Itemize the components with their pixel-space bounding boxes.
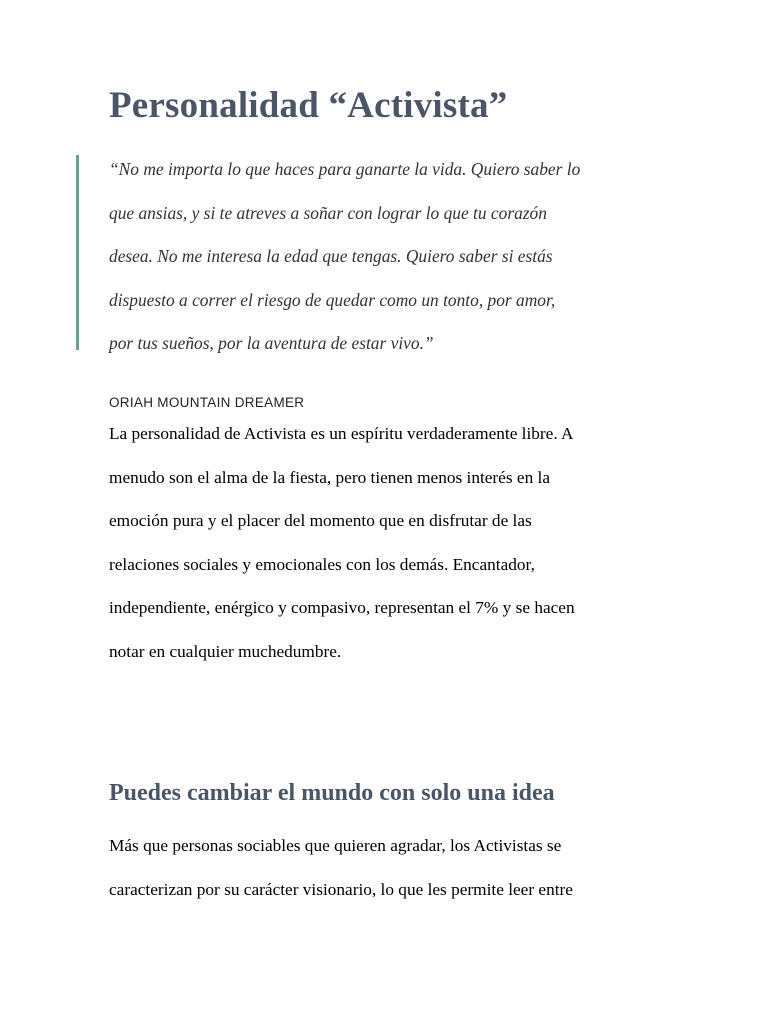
paragraph-line: emoción pura y el placer del momento que en disfrutar de las (109, 511, 532, 530)
section-heading: Puedes cambiar el mundo con solo una idea (109, 780, 555, 806)
quote-line: por tus sueños, por la aventura de estar vivo.” (109, 333, 434, 353)
quote-author: ORIAH MOUNTAIN DREAMER (109, 395, 305, 410)
paragraph-line: menudo son el alma de la fiesta, pero tienen menos interés en la (109, 467, 551, 487)
paragraph-line: Más que personas sociables que quieren agradar, los Activistas se (109, 836, 562, 855)
intro-paragraph (109, 412, 669, 673)
section-paragraph (109, 824, 669, 911)
paragraph-line: independiente, enérgico y compasivo, representan el 7% y se hacen (109, 598, 575, 617)
paragraph-line: notar en cualquier muchedumbre. (109, 641, 342, 661)
paragraph-line: caracterizan por su carácter visionario, lo que les permite leer entre (109, 879, 573, 899)
paragraph-line: La personalidad de Activista es un espíritu verdaderamente libre. A (109, 424, 574, 443)
quote-line: que ansias, y si te atreves a soñar con lograr lo que tu corazón (109, 202, 547, 223)
block-quote (109, 148, 689, 366)
page-title: Personalidad “Activista” (109, 85, 508, 126)
paragraph-line: relaciones sociales y emocionales con los demás. Encantador, (109, 554, 535, 574)
quote-line: “No me importa lo que haces para ganarte la vida. Quiero saber lo (109, 159, 581, 179)
quote-accent-bar (76, 155, 79, 350)
quote-line: dispuesto a correr el riesgo de quedar como un tonto, por amor, (109, 289, 556, 310)
quote-line: desea. No me interesa la edad que tengas. Quiero saber si estás (109, 246, 553, 266)
